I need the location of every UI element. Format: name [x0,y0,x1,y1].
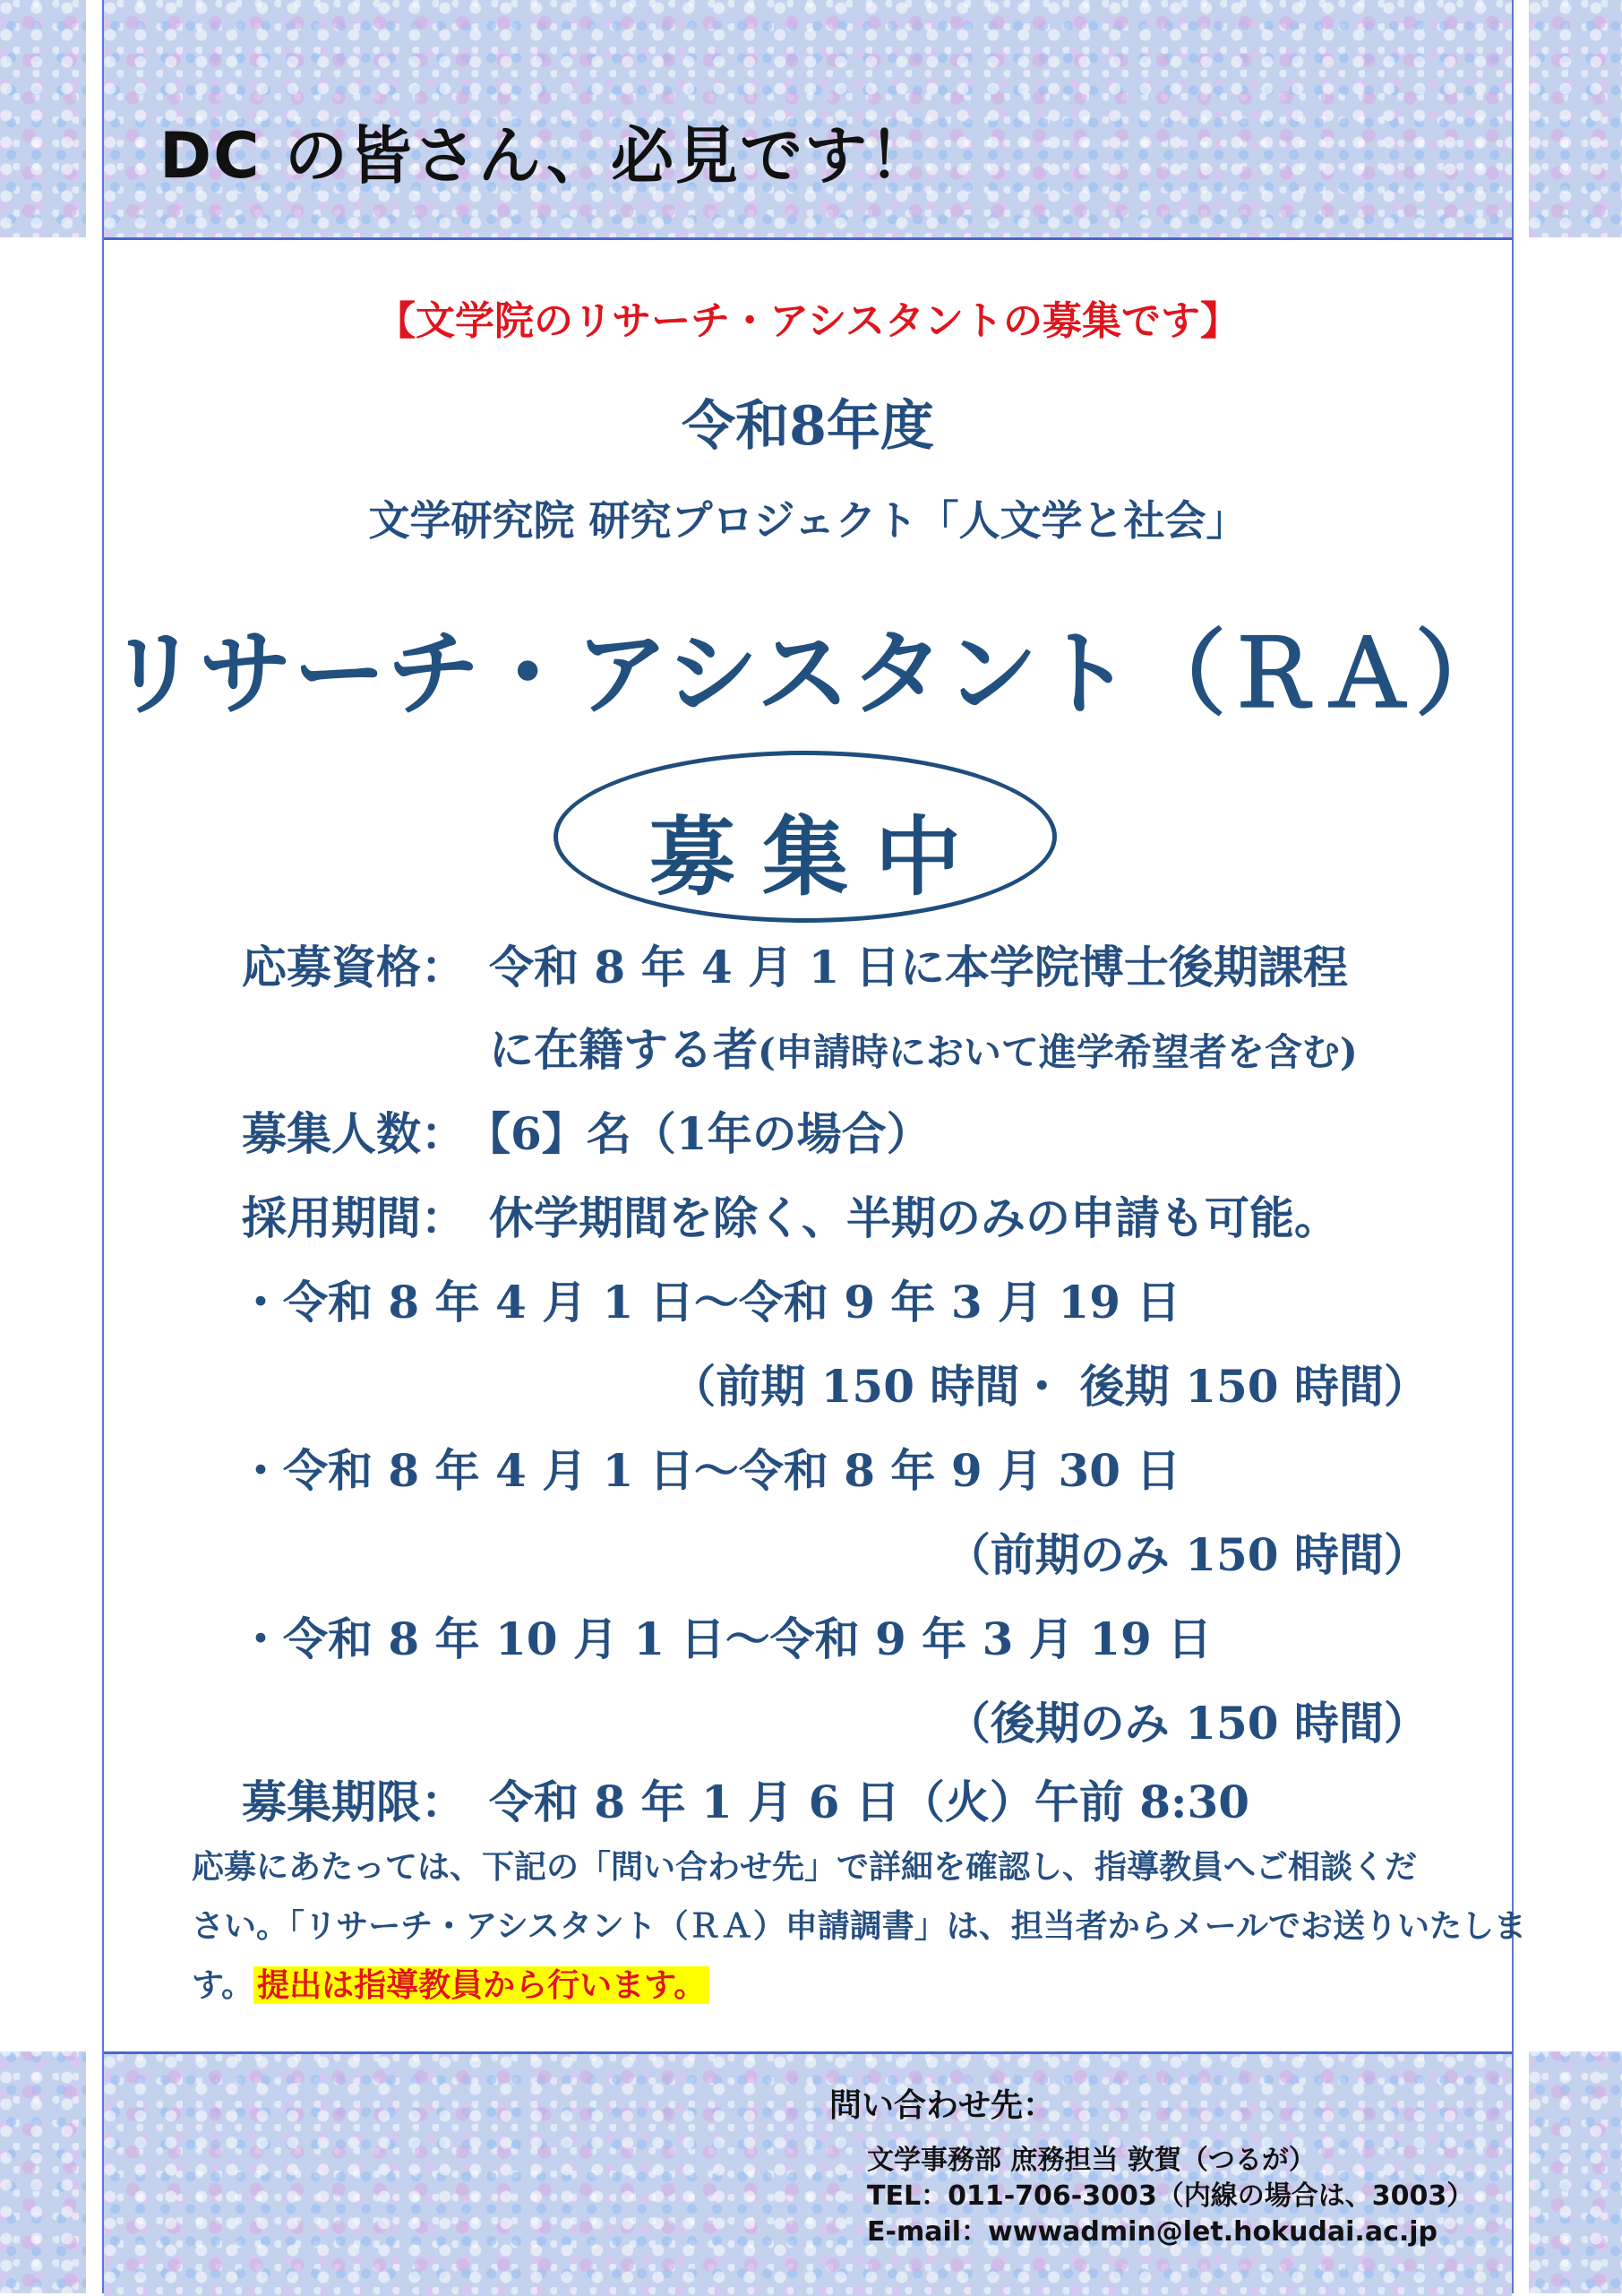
deadline-label: 募集期限： [242,1776,466,1828]
left-frame-rule [86,0,104,2293]
eligibility-label: 応募資格： [242,941,466,993]
fiscal-year: 令和8年度 [682,395,934,458]
note-line-2: さい。「リサーチ・アシスタント（ＲＡ）申請調書」は、担当者からメールでお送りいたしま [192,1907,1527,1945]
note-line-3-prefix: す。 [192,1966,254,2004]
contact-tel: TEL：011-706-3003（内線の場合は、3003） [867,2180,1474,2212]
eligibility-line-2 [489,1014,1358,1079]
contact-office: 文学事務部 庶務担当 敦賀（つるが） [867,2145,1316,2176]
eligibility-note: (申請時において進学希望者を含む) [758,1030,1358,1074]
page-title: リサーチ・アシスタント（ＲＡ） [107,619,1509,728]
note-line-1: 応募にあたっては、下記の「問い合わせ先」で詳細を確認し、指導教員へご相談くだ [192,1848,1418,1886]
period-option-3-range: ・令和 8 年 10 月 1 日～令和 9 年 3 月 19 日 [238,1612,1213,1665]
employment-period-value: 休学期間を除く、半期のみの申請も可能。 [489,1191,1339,1244]
recruiting-badge-label: 募集中 [649,806,988,907]
period-option-1-hours: （前期 150 時間・ 後期 150 時間） [671,1360,1429,1413]
recruit-count-label: 募集人数： [242,1107,466,1160]
contact-email: E-mail：wwwadmin@let.hokudai.ac.jp [867,2216,1438,2248]
period-option-3-hours: （後期のみ 150 時間） [945,1697,1429,1750]
eligibility-line-1: 令和 8 年 4 月 1 日に本学院博士後期課程 [489,941,1348,993]
eligibility-line-2-text: に在籍する者 [489,1023,758,1076]
right-texture-strip [1527,0,1622,2293]
recruit-banner: 【文学院のリサーチ・アシスタントの募集です】 [375,298,1240,344]
header-title: DC の皆さん、必見です！ [159,119,934,193]
contact-heading: 問い合わせ先： [829,2087,1056,2124]
right-frame-rule [1512,0,1529,2293]
project-name: 文学研究院 研究プロジェクト「人文学と社会」 [368,496,1248,545]
recruit-count-value: 【6】名（1年の場合） [466,1107,931,1160]
note-line-3 [192,1960,709,2006]
deadline-value: 令和 8 年 1 月 6 日（火）午前 8:30 [489,1776,1250,1828]
period-option-1-range: ・令和 8 年 4 月 1 日～令和 9 年 3 月 19 日 [238,1276,1181,1329]
employment-period-label: 採用期間： [242,1191,466,1244]
period-option-2-range: ・令和 8 年 4 月 1 日～令和 8 年 9 月 30 日 [238,1444,1181,1497]
submission-note-highlight: 提出は指導教員から行います。 [253,1966,709,2004]
left-texture-strip [0,0,88,2293]
period-option-2-hours: （前期のみ 150 時間） [945,1528,1429,1581]
recruiting-badge [554,751,1057,923]
